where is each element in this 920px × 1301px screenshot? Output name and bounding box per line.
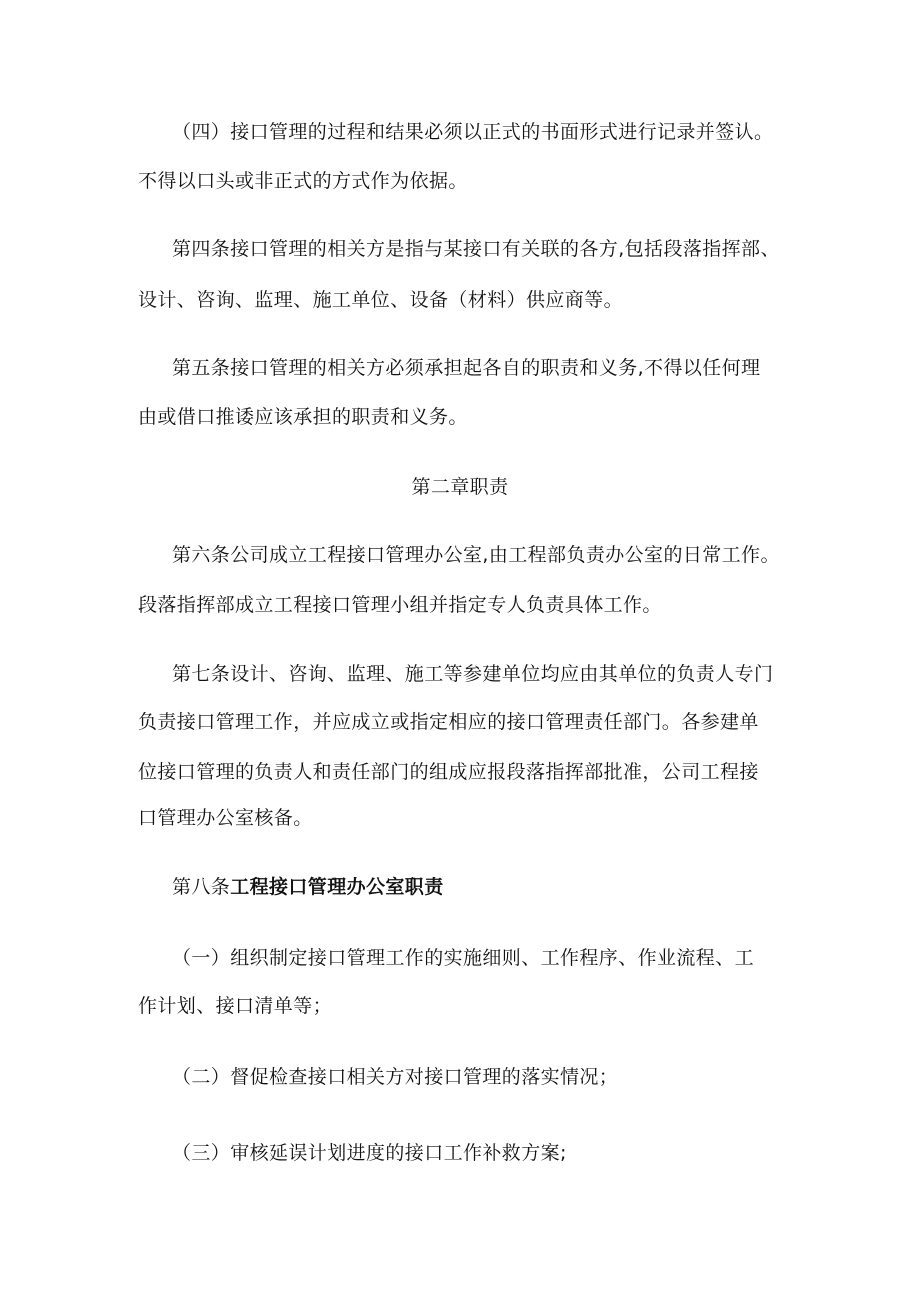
- item-2-line-1: （二）督促检查接口相关方对接口管理的落实情况；: [172, 1066, 619, 1088]
- article-7-line-1: 第七条设计、咨询、监理、施工等参建单位均应由其单位的负责人专门: [172, 663, 774, 685]
- article-8-prefix: 第八条: [172, 876, 231, 898]
- article-7-line-3: 位接口管理的负责人和责任部门的组成应报段落指挥部批准，公司工程接: [138, 761, 759, 783]
- article-7-line-2: 负责接口管理工作，并应成立或指定相应的接口管理责任部门。各参建单: [138, 711, 759, 733]
- item-1-line-2: 作计划、接口清单等；: [138, 995, 333, 1017]
- article-8-title: 工程接口管理办公室职责: [230, 876, 444, 898]
- chapter-heading: 第二章职责: [411, 476, 509, 498]
- article-5-line-2: 由或借口推诿应该承担的职责和义务。: [138, 406, 468, 428]
- article-6-line-2: 段落指挥部成立工程接口管理小组并指定专人负责具体工作。: [138, 594, 662, 616]
- article-4-line-1: 第四条接口管理的相关方是指与某接口有关联的各方,包括段落指挥部、: [172, 238, 780, 260]
- item-1-line-1: （一）组织制定接口管理工作的实施细则、工作程序、作业流程、工: [172, 947, 755, 969]
- article-7-line-4: 口管理办公室核备。: [138, 807, 313, 829]
- item-3-line-1: （三）审核延误计划进度的接口工作补救方案;: [172, 1142, 567, 1164]
- paragraph-4-line-1: （四）接口管理的过程和结果必须以正式的书面形式进行记录并签认。: [172, 121, 774, 143]
- article-4-line-2: 设计、咨询、监理、施工单位、设备（材料）供应商等。: [138, 289, 624, 311]
- article-5-line-1: 第五条接口管理的相关方必须承担起各自的职责和义务,不得以任何理: [172, 357, 761, 379]
- article-8-heading: [172, 875, 444, 899]
- paragraph-4-line-2: 不得以口头或非正式的方式作为依据。: [138, 170, 468, 192]
- article-6-line-1: 第六条公司成立工程接口管理办公室,由工程部负责办公室的日常工作。: [172, 544, 780, 566]
